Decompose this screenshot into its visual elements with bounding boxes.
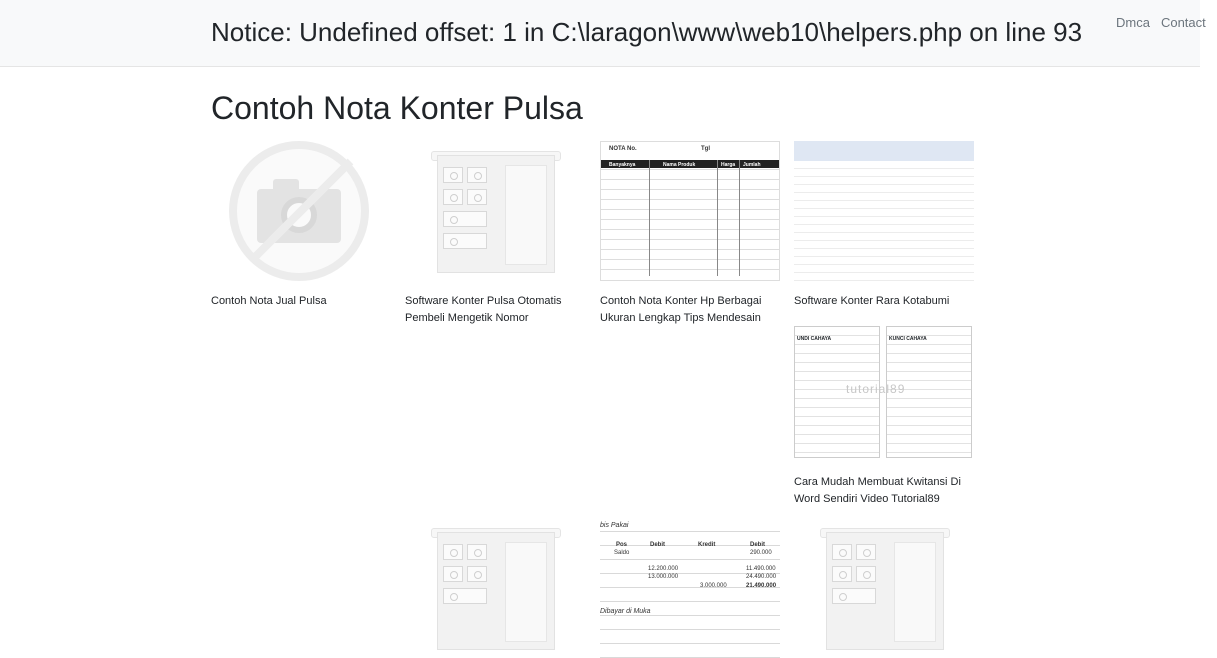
ledger-head: Debit [650,542,665,548]
gallery-card[interactable] [794,141,974,310]
drawer [832,588,876,604]
gallery-card[interactable] [794,322,974,508]
gallery-card[interactable] [211,141,391,310]
ledger-table-image [600,518,780,658]
form-table [601,160,779,276]
col-label: Nama Produk [663,162,696,168]
col-label: Banyaknya [609,162,636,168]
spreadsheet-grid-image [794,161,974,281]
gallery-card[interactable] [600,518,780,658]
col-label: Harga [721,162,736,168]
ledger-value: 11.490.000 [746,566,776,572]
thumbnail-image[interactable] [405,518,585,658]
gallery-card[interactable] [794,518,974,658]
ledger-head: Kredit [698,542,716,548]
chest-side [505,165,547,265]
ledger-value: 24.490.000 [746,574,777,580]
nota-form-image [600,141,780,281]
ledger-head: Debit [750,542,765,548]
drawer [443,233,487,249]
drawer [467,167,487,183]
tgl-label: Tgl [701,146,710,152]
drawer [443,167,463,183]
ledger-value: 12.200.000 [648,566,679,572]
nav-links [1116,15,1217,30]
thumbnail-image[interactable] [600,518,780,658]
gallery-card[interactable] [405,141,585,327]
card-caption[interactable]: Software Konter Pulsa Otomatis Pembeli Mengetik Nomor [405,295,562,324]
ledger-value: 3.000.000 [700,583,727,589]
nav-link-contact[interactable]: Contact [1160,15,1206,30]
drawer [443,588,487,604]
ledger-title: Dibayar di Muka [600,608,651,615]
navbar [0,0,1206,67]
drawer [832,544,852,560]
ledger-value: 290.000 [750,550,772,556]
thumbnail-image[interactable] [794,518,974,658]
thumbnail-image[interactable] [794,141,974,281]
drawer [467,189,487,205]
nav-link-dmca[interactable]: Dmca [1116,15,1150,30]
ledger-head: Pos [616,542,628,548]
card-caption[interactable]: Software Konter Rara Kotabumi [794,295,950,307]
chest-side [505,542,547,642]
col-label: Jumlah [743,162,761,168]
page-title: Contoh Nota Konter Pulsa [211,90,583,126]
ledger-saldo: Saldo [614,550,630,556]
drawer [443,189,463,205]
form-column-line [739,160,740,276]
drawer [443,566,463,582]
thumbnail-image[interactable] [600,141,780,281]
thumbnail-image[interactable] [405,141,585,281]
chest-side [894,542,936,642]
card-caption[interactable]: Contoh Nota Jual Pulsa [211,295,327,307]
gallery-card[interactable] [600,141,780,327]
ledger-value: 21.490.000 [746,583,777,589]
gallery-card[interactable] [405,518,585,658]
card-caption[interactable]: Cara Mudah Membuat Kwitansi Di Word Sendiri Video Tutorial89 [794,476,961,505]
watermark: tutorial89 [846,382,906,396]
drawer [467,544,487,560]
drawer [832,566,852,582]
drawer [467,566,487,582]
php-notice-text: Notice: Undefined offset: 1 in C:\laragon\www\web10\helpers.php on line 93 [211,17,1083,47]
kwitansi-title: KUNCI CAHAYA [889,336,927,342]
ledger-value: 13.000.000 [648,574,679,580]
card-caption[interactable]: Contoh Nota Konter Hp Berbagai Ukuran Lengkap Tips Mendesain [600,295,762,324]
drawer [443,544,463,560]
kwitansi-title: UNDI CAHAYA [797,336,832,342]
form-column-line [717,160,718,276]
drawer [443,211,487,227]
form-column-line [649,160,650,276]
nota-label: NOTA No. [609,146,637,152]
drawer [856,566,876,582]
thumbnail-image[interactable] [794,322,974,462]
thumbnail-image[interactable] [211,141,391,281]
ledger-title: bis Pakai [600,522,629,529]
spreadsheet-toolbar [794,141,974,162]
drawer [856,544,876,560]
